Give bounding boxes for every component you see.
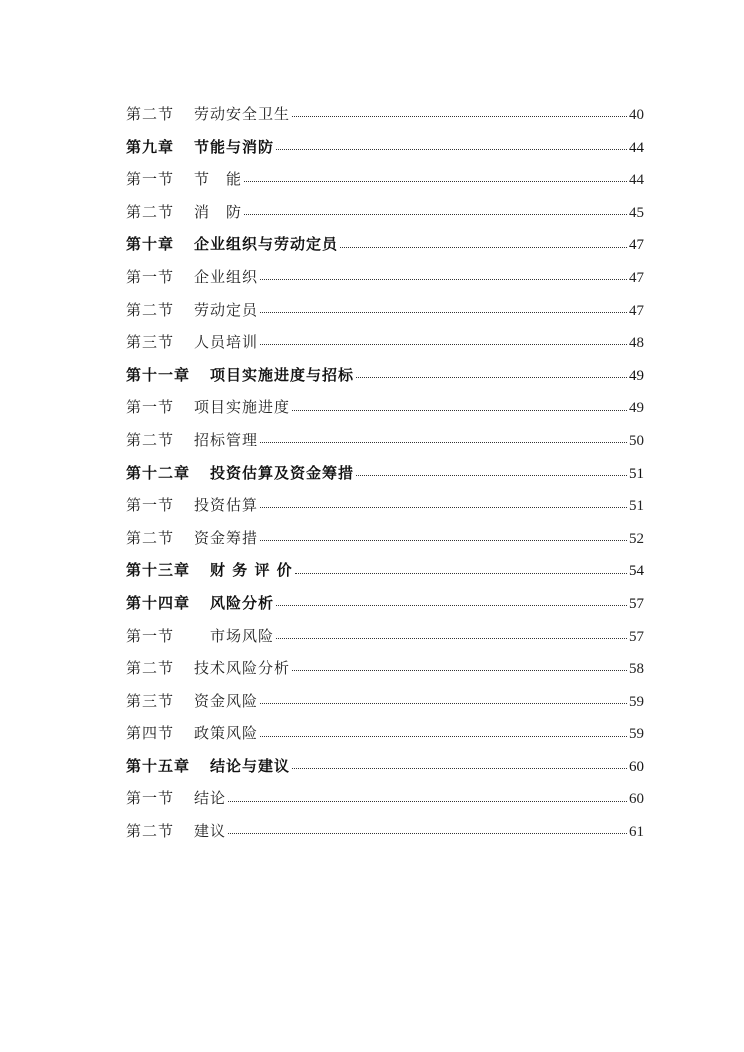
toc-entry-title: 市场风险 bbox=[194, 626, 275, 645]
toc-page-number: 57 bbox=[629, 628, 644, 645]
toc-entry-title: 风险分析 bbox=[210, 593, 275, 612]
toc-entry-number: 第二节 bbox=[126, 202, 175, 221]
toc-page-number: 44 bbox=[629, 172, 644, 189]
toc-leader-dots bbox=[260, 343, 627, 345]
toc-entry[interactable] bbox=[126, 685, 644, 718]
toc-leader-dots bbox=[228, 832, 627, 834]
toc-entry-title: 结论与建议 bbox=[210, 756, 291, 775]
toc-entry-title: 建议 bbox=[194, 822, 227, 841]
toc-entry-number: 第四节 bbox=[126, 724, 175, 743]
toc-leader-dots bbox=[244, 213, 627, 215]
toc-entry-number: 第十三章 bbox=[126, 561, 191, 580]
toc-entry-title: 投资估算及资金筹措 bbox=[210, 463, 355, 482]
toc-entry-number: 第二节 bbox=[126, 659, 175, 678]
toc-entry-number: 第二节 bbox=[126, 430, 175, 449]
toc-entry-number: 第二节 bbox=[126, 300, 175, 319]
toc-entry[interactable] bbox=[126, 815, 644, 848]
toc-leader-dots bbox=[260, 311, 627, 313]
toc-leader-dots bbox=[260, 441, 627, 443]
toc-entry-number: 第一节 bbox=[126, 398, 175, 417]
toc-page-number: 49 bbox=[629, 400, 644, 417]
toc-leader-dots bbox=[244, 180, 627, 182]
toc-entry-title: 人员培训 bbox=[194, 333, 259, 352]
toc-entry-number: 第一节 bbox=[126, 496, 175, 515]
toc-entry[interactable] bbox=[126, 391, 644, 424]
toc-entry-title: 企业组织与劳动定员 bbox=[194, 235, 339, 254]
toc-leader-dots bbox=[260, 278, 627, 280]
toc-entry-number: 第一节 bbox=[126, 170, 175, 189]
toc-entry-number: 第三节 bbox=[126, 691, 175, 710]
toc-entry[interactable] bbox=[126, 131, 644, 164]
toc-entry[interactable] bbox=[126, 294, 644, 327]
toc-entry-number: 第一节 bbox=[126, 626, 175, 645]
toc-leader-dots bbox=[292, 767, 627, 769]
toc-entry-title: 财 务 评 价 bbox=[210, 561, 293, 580]
toc-entry-title: 消 防 bbox=[194, 202, 243, 221]
toc-entry[interactable] bbox=[126, 457, 644, 490]
toc-entry[interactable] bbox=[126, 424, 644, 457]
toc-entry[interactable] bbox=[126, 554, 644, 587]
toc-entry[interactable] bbox=[126, 587, 644, 620]
toc-leader-dots bbox=[356, 376, 627, 378]
toc-entry-number: 第十章 bbox=[126, 235, 175, 254]
toc-page-number: 57 bbox=[629, 595, 644, 612]
toc-entry[interactable] bbox=[126, 326, 644, 359]
toc-entry-number: 第一节 bbox=[126, 267, 175, 286]
toc-entry-title: 节能与消防 bbox=[194, 137, 275, 156]
toc-entry-title: 企业组织 bbox=[194, 267, 259, 286]
toc-leader-dots bbox=[340, 246, 627, 248]
toc-page-number: 61 bbox=[629, 824, 644, 841]
toc-page-number: 40 bbox=[629, 107, 644, 123]
toc-entry-number: 第二节 bbox=[126, 105, 175, 123]
toc-entry[interactable] bbox=[126, 620, 644, 653]
toc-leader-dots bbox=[292, 409, 627, 411]
toc-entry-title: 项目实施进度 bbox=[194, 398, 291, 417]
toc-entry-title: 招标管理 bbox=[194, 430, 259, 449]
toc-leader-dots bbox=[260, 506, 627, 508]
toc-leader-dots bbox=[276, 148, 627, 150]
toc-page-number: 47 bbox=[629, 269, 644, 286]
toc-entry[interactable] bbox=[126, 717, 644, 750]
toc-entry-title: 劳动安全卫生 bbox=[194, 105, 291, 123]
toc-page-number: 60 bbox=[629, 791, 644, 808]
toc-page-number: 44 bbox=[629, 139, 644, 156]
toc-page-number: 47 bbox=[629, 237, 644, 254]
toc-entry[interactable] bbox=[126, 163, 644, 196]
toc-entry[interactable] bbox=[126, 228, 644, 261]
toc-page-number: 52 bbox=[629, 530, 644, 547]
toc-entry-number: 第二节 bbox=[126, 822, 175, 841]
toc-page-number: 59 bbox=[629, 693, 644, 710]
toc-page-number: 47 bbox=[629, 302, 644, 319]
toc-entry-title: 资金风险 bbox=[194, 691, 259, 710]
toc-leader-dots bbox=[228, 800, 627, 802]
toc-page-number: 59 bbox=[629, 726, 644, 743]
toc-leader-dots bbox=[260, 539, 627, 541]
toc-page-number: 48 bbox=[629, 335, 644, 352]
table-of-contents bbox=[126, 98, 644, 848]
toc-leader-dots bbox=[295, 572, 627, 574]
toc-leader-dots bbox=[276, 637, 627, 639]
toc-leader-dots bbox=[356, 474, 627, 476]
toc-entry-number: 第三节 bbox=[126, 333, 175, 352]
toc-entry[interactable] bbox=[126, 359, 644, 392]
toc-entry[interactable] bbox=[126, 522, 644, 555]
toc-entry-title: 项目实施进度与招标 bbox=[210, 365, 355, 384]
toc-entry-title: 劳动定员 bbox=[194, 300, 259, 319]
toc-entry-number: 第二节 bbox=[126, 528, 175, 547]
toc-entry-title: 节 能 bbox=[194, 170, 243, 189]
toc-page-number: 45 bbox=[629, 204, 644, 221]
toc-page-number: 58 bbox=[629, 661, 644, 678]
toc-entry[interactable] bbox=[126, 196, 644, 229]
toc-leader-dots bbox=[276, 604, 627, 606]
toc-leader-dots bbox=[292, 669, 627, 671]
toc-entry[interactable] bbox=[126, 782, 644, 815]
toc-page-number: 50 bbox=[629, 432, 644, 449]
toc-leader-dots bbox=[292, 115, 627, 117]
toc-entry-number: 第十二章 bbox=[126, 463, 191, 482]
toc-page-number: 54 bbox=[629, 563, 644, 580]
toc-page-number: 51 bbox=[629, 498, 644, 515]
toc-entry-number: 第十一章 bbox=[126, 365, 191, 384]
toc-page-number: 60 bbox=[629, 758, 644, 775]
toc-entry[interactable] bbox=[126, 98, 644, 131]
toc-entry-number: 第一节 bbox=[126, 789, 175, 808]
toc-entry-title: 结论 bbox=[194, 789, 227, 808]
toc-entry-number: 第九章 bbox=[126, 137, 175, 156]
toc-page-number: 49 bbox=[629, 367, 644, 384]
toc-entry-title: 技术风险分析 bbox=[194, 659, 291, 678]
toc-entry-title: 投资估算 bbox=[194, 496, 259, 515]
toc-entry-title: 政策风险 bbox=[194, 724, 259, 743]
toc-entry-number: 第十四章 bbox=[126, 593, 191, 612]
toc-leader-dots bbox=[260, 702, 627, 704]
toc-entry-title: 资金筹措 bbox=[194, 528, 259, 547]
toc-page-number: 51 bbox=[629, 465, 644, 482]
toc-entry[interactable] bbox=[126, 489, 644, 522]
toc-leader-dots bbox=[260, 735, 627, 737]
toc-entry[interactable] bbox=[126, 750, 644, 783]
toc-entry[interactable] bbox=[126, 652, 644, 685]
toc-entry[interactable] bbox=[126, 261, 644, 294]
toc-entry-number: 第十五章 bbox=[126, 756, 191, 775]
